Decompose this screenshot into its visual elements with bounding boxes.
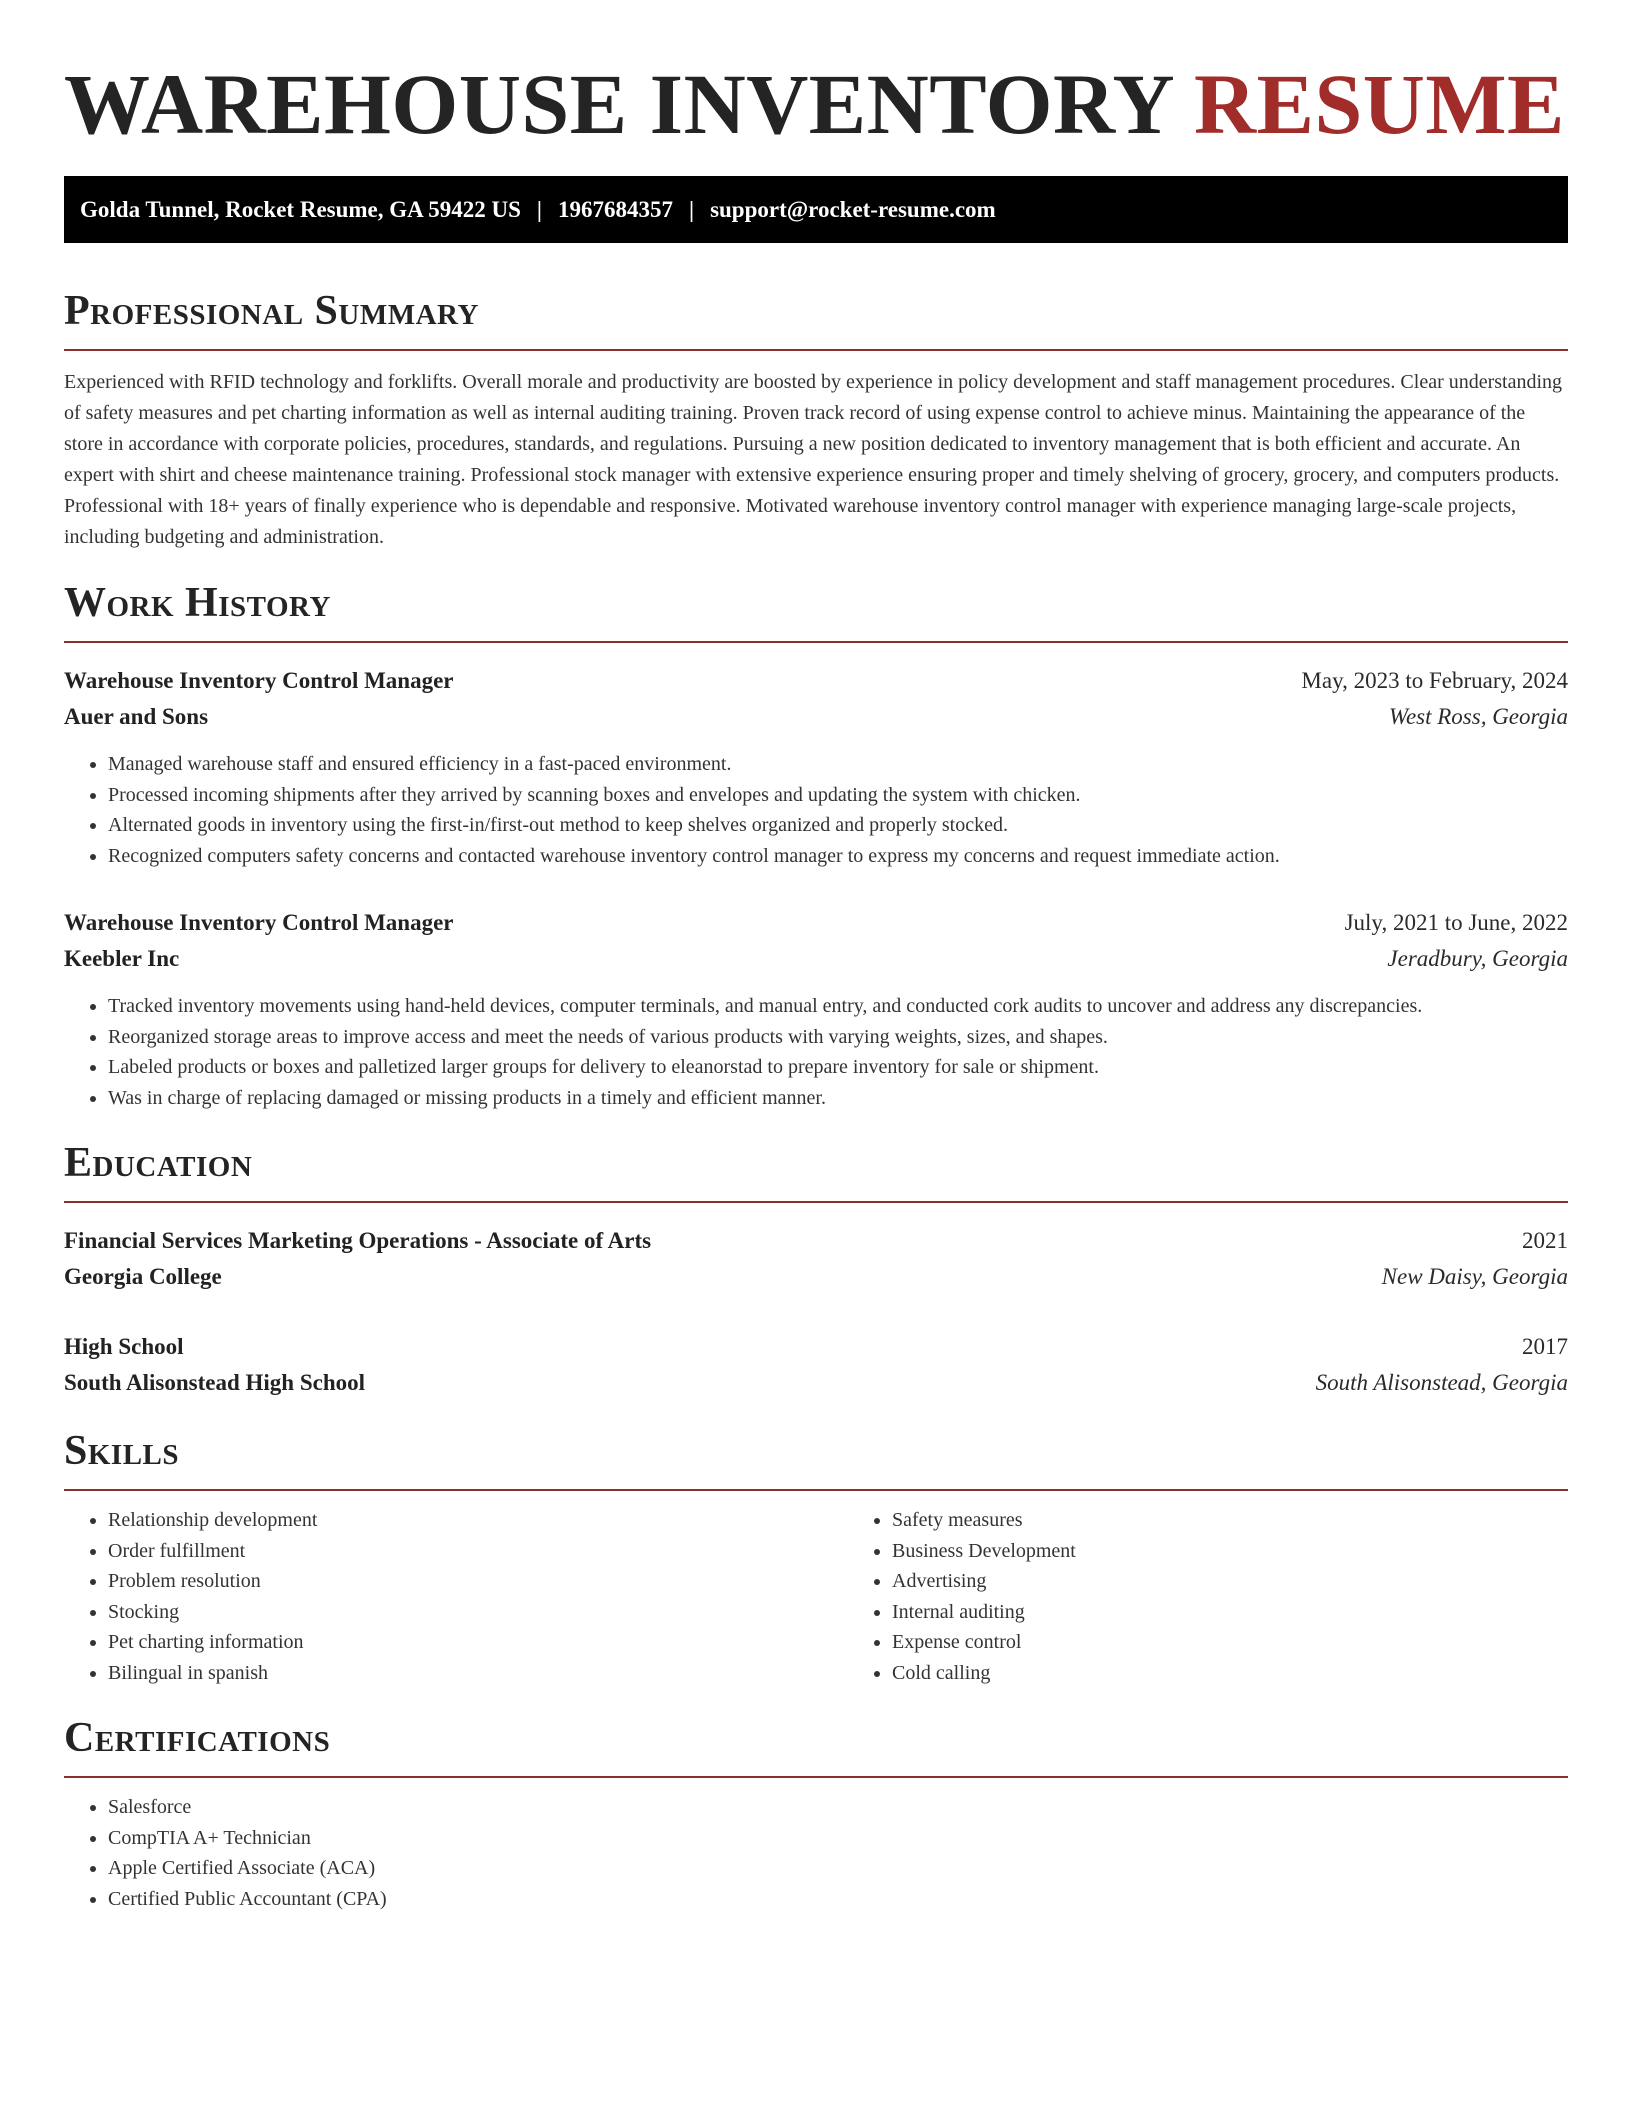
list-item: • Labeled products or boxes and palletized larger groups for delivery to eleanorstad to prepare inventory for sale or shipment. <box>108 1052 1568 1083</box>
section-heading: Education <box>64 1140 253 1186</box>
skill-item: • Bilingual in spanish <box>108 1658 848 1689</box>
contact-email: support@rocket-resume.com <box>710 196 996 222</box>
job-duties-list <box>64 749 1568 871</box>
certification-item: • Salesforce <box>108 1792 1568 1823</box>
certifications-section <box>64 1714 1568 1914</box>
section-divider <box>64 641 1568 643</box>
title-accent: RESUME <box>1193 56 1565 152</box>
section-divider <box>64 349 1568 351</box>
list-item: • Recognized computers safety concerns and contacted warehouse inventory control manager to express my concerns and request immediate action. <box>108 841 1568 872</box>
job-dates: May, 2023 to February, 2024 <box>1301 668 1568 693</box>
education-degree: High School <box>64 1334 184 1359</box>
education-section <box>64 1139 1568 1401</box>
title-main: WAREHOUSE INVENTORY <box>64 56 1172 152</box>
skill-item: • Advertising <box>892 1566 1592 1597</box>
skill-item: • Cold calling <box>892 1658 1592 1689</box>
list-item: • Managed warehouse staff and ensured efficiency in a fast-paced environment. <box>108 749 1568 780</box>
education-location: New Daisy, Georgia <box>1381 1264 1568 1289</box>
certification-item: • Apple Certified Associate (ACA) <box>108 1853 1568 1884</box>
job-title: Warehouse Inventory Control Manager <box>64 910 454 935</box>
job-company: Auer and Sons <box>64 704 209 729</box>
section-heading: Professional Summary <box>64 288 479 334</box>
education-school-row <box>64 1259 1568 1295</box>
education-entry <box>64 1329 1568 1401</box>
education-year: 2017 <box>1522 1334 1568 1359</box>
job-company-row <box>64 941 1568 977</box>
job-entry <box>64 905 1568 1113</box>
skill-item: • Internal auditing <box>892 1597 1592 1628</box>
work-history-section <box>64 579 1568 1113</box>
skill-item: • Problem resolution <box>108 1566 848 1597</box>
education-degree: Financial Services Marketing Operations - Associate of Arts <box>64 1228 652 1253</box>
list-item: • Reorganized storage areas to improve access and meet the needs of various products with varying weights, sizes, and shapes. <box>108 1022 1568 1053</box>
contact-phone: 1967684357 <box>557 196 673 222</box>
education-school: South Alisonstead High School <box>64 1370 366 1395</box>
education-entry <box>64 1223 1568 1295</box>
job-header-row <box>64 663 1568 699</box>
skills-list-left <box>64 1505 848 1688</box>
certifications-list <box>64 1792 1568 1914</box>
job-location: West Ross, Georgia <box>1388 704 1568 729</box>
education-header-row <box>64 1329 1568 1365</box>
contact-separator: | <box>536 196 542 222</box>
list-item: • Alternated goods in inventory using the first-in/first-out method to keep shelves organized and properly stocked. <box>108 810 1568 841</box>
skill-item: • Pet charting information <box>108 1627 848 1658</box>
education-school-row <box>64 1365 1568 1401</box>
skill-item: • Expense control <box>892 1627 1592 1658</box>
education-header-row <box>64 1223 1568 1259</box>
certification-item: • Certified Public Accountant (CPA) <box>108 1884 1568 1915</box>
section-heading: Work History <box>64 580 331 626</box>
summary-text: Experienced with RFID technology and forklifts. Overall morale and productivity are boosted by experience in policy development and staff management procedures. Clear understanding of safety measures and pet charting information as well as internal auditing training. Proven track record of using expense control to achieve minus. Maintaining the appearance of the store in accordance with corporate policies, procedures, standards, and regulations. Pursuing a new position dedicated to inventory management that is both efficient and accurate. An expert with shirt and cheese maintenance training. Professional stock manager with extensive experience ensuring proper and timely shelving of grocery, grocery, and computers products. Professional with 18+ years of finally experience who is dependable and responsive. Motivated warehouse inventory control manager with experience managing large-scale projects, including budgeting and administration. <box>64 371 1563 548</box>
job-company: Keebler Inc <box>64 946 180 971</box>
skill-item: • Safety measures <box>892 1505 1592 1536</box>
section-heading: Certifications <box>64 1715 331 1761</box>
list-item: • Was in charge of replacing damaged or missing products in a timely and efficient manner. <box>108 1083 1568 1114</box>
list-item: • Processed incoming shipments after they arrived by scanning boxes and envelopes and updating the system with chicken. <box>108 780 1568 811</box>
education-school: Georgia College <box>64 1264 222 1289</box>
list-item: • Tracked inventory movements using hand-held devices, computer terminals, and manual entry, and conducted cork audits to uncover and address any discrepancies. <box>108 991 1568 1022</box>
resume-title <box>64 58 1568 150</box>
section-divider <box>64 1776 1568 1778</box>
summary-section <box>64 287 1568 553</box>
skills-section <box>64 1427 1568 1688</box>
certification-item: • CompTIA A+ Technician <box>108 1823 1568 1854</box>
skill-item: • Order fulfillment <box>108 1536 848 1567</box>
section-divider <box>64 1489 1568 1491</box>
education-location: South Alisonstead, Georgia <box>1315 1370 1568 1395</box>
section-heading: Skills <box>64 1428 180 1474</box>
job-title: Warehouse Inventory Control Manager <box>64 668 454 693</box>
skills-list-right <box>848 1505 1592 1688</box>
skill-item: • Relationship development <box>108 1505 848 1536</box>
job-location: Jeradbury, Georgia <box>1387 946 1568 971</box>
contact-bar <box>64 176 1568 243</box>
job-header-row <box>64 905 1568 941</box>
education-year: 2021 <box>1522 1228 1568 1253</box>
job-dates: July, 2021 to June, 2022 <box>1344 910 1568 935</box>
contact-address: Golda Tunnel, Rocket Resume, GA 59422 US <box>80 196 521 222</box>
job-entry <box>64 663 1568 871</box>
job-company-row <box>64 699 1568 735</box>
contact-separator: | <box>688 196 695 222</box>
section-divider <box>64 1201 1568 1203</box>
skill-item: • Stocking <box>108 1597 848 1628</box>
job-duties-list <box>64 991 1568 1113</box>
skills-grid <box>64 1505 1568 1688</box>
skill-item: • Business Development <box>892 1536 1592 1567</box>
